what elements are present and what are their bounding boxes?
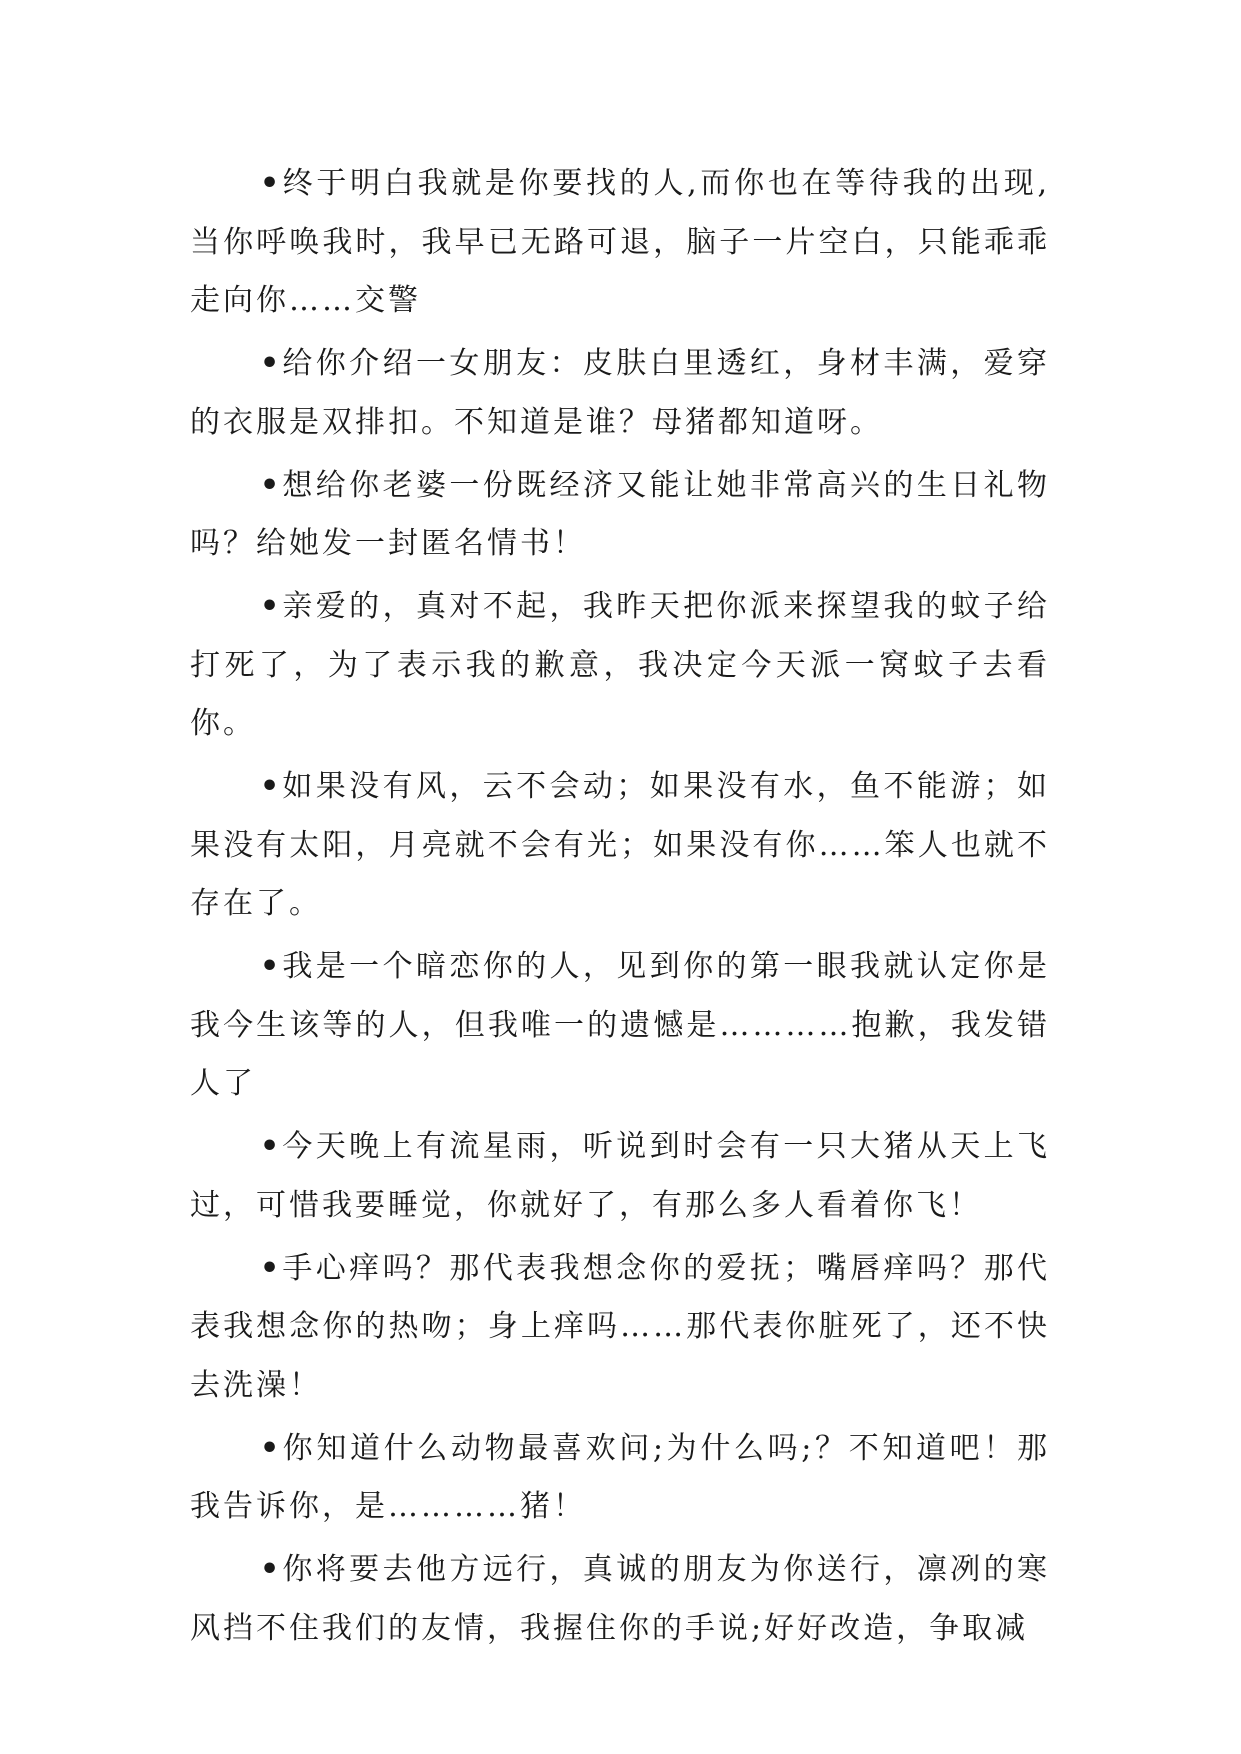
paragraph: [190, 758, 1050, 934]
bullet-icon: •: [260, 166, 280, 201]
paragraph: [190, 155, 1050, 331]
bullet-icon: •: [260, 1430, 280, 1466]
document-body: [190, 155, 1050, 1663]
paragraph-text: 亲爱的，真对不起，我昨天把你派来探望我的蚊子给打死了，为了表示我的歉意，我决定今天派一窝蚊子去看你。: [190, 589, 1050, 741]
paragraph-text: 给你介绍一女朋友：皮肤白里透红，身材丰满，爱穿的衣服是双排扣。不知道是谁？母猪都知道呀。: [190, 346, 1050, 440]
bullet-icon: •: [260, 346, 280, 381]
bullet-icon: •: [260, 467, 280, 503]
paragraph: [190, 578, 1050, 754]
paragraph: [190, 1118, 1050, 1235]
bullet-icon: •: [260, 1250, 280, 1286]
paragraph-text: 想给你老婆一份既经济又能让她非常高兴的生日礼物吗？给她发一封匿名情书！: [190, 467, 1050, 561]
paragraph-text: 手心痒吗？那代表我想念你的爱抚；嘴唇痒吗？那代表我想念你的热吻；身上痒吗……那代表你脏死了，还不快去洗澡！: [190, 1250, 1050, 1403]
paragraph-text: 你将要去他方远行，真诚的朋友为你送行，凛冽的寒风挡不住我们的友情，我握住你的手说;好好改造，争取减: [190, 1552, 1050, 1646]
paragraph: [190, 1541, 1050, 1658]
bullet-icon: •: [260, 1552, 280, 1587]
bullet-icon: •: [260, 1129, 280, 1164]
paragraph: [190, 457, 1050, 574]
paragraph: [190, 1240, 1050, 1416]
paragraph: [190, 938, 1050, 1114]
paragraph: [190, 1420, 1050, 1537]
paragraph-text: 终于明白我就是你要找的人,而你也在等待我的出现,当你呼唤我时，我早已无路可退，脑子一片空白，只能乖乖走向你……交警: [190, 166, 1050, 318]
paragraph-text: 我是一个暗恋你的人，见到你的第一眼我就认定你是我今生该等的人，但我唯一的遗憾是…………抱歉，我发错人了: [190, 949, 1050, 1101]
paragraph: [190, 335, 1050, 452]
bullet-icon: •: [260, 949, 280, 984]
paragraph-text: 今天晚上有流星雨，听说到时会有一只大猪从天上飞过，可惜我要睡觉，你就好了，有那么多人看着你飞！: [190, 1129, 1050, 1223]
paragraph-text: 如果没有风，云不会动；如果没有水，鱼不能游；如果没有太阳，月亮就不会有光；如果没有你……笨人也就不存在了。: [190, 769, 1050, 921]
paragraph-text: 你知道什么动物最喜欢问;为什么吗;？不知道吧！那我告诉你，是…………猪！: [190, 1430, 1050, 1524]
bullet-icon: •: [260, 769, 280, 804]
bullet-icon: •: [260, 589, 280, 624]
